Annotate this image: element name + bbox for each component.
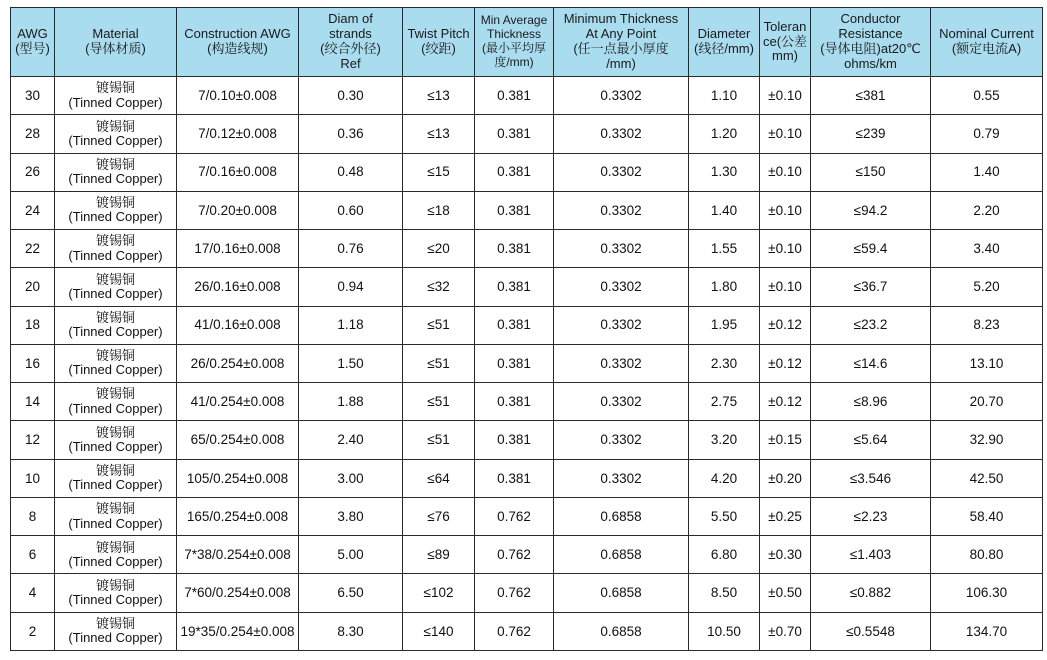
cell-twist-pitch: ≤140: [403, 612, 475, 650]
table-row: [11, 574, 1043, 612]
cell-tolerance: ±0.30: [760, 536, 811, 574]
column-header-twist-pitch: [403, 8, 475, 77]
cell-twist-pitch: ≤64: [403, 459, 475, 497]
cell-diam-strands: 5.00: [299, 536, 403, 574]
material-chinese: 镀锡铜: [95, 309, 135, 325]
cell-min-thickness: 0.3302: [554, 191, 689, 229]
column-header-resistance: [811, 8, 931, 77]
column-header-line: strands: [329, 26, 372, 42]
cell-min-thickness: 0.3302: [554, 459, 689, 497]
column-header-line: ce(公差: [762, 33, 808, 49]
column-header-material: [55, 8, 177, 77]
column-header-line: Construction AWG: [184, 26, 291, 42]
cell-min-avg-thickness: 0.381: [475, 77, 554, 115]
cell-resistance: ≤59.4: [811, 230, 931, 268]
cell-tolerance: ±0.20: [760, 459, 811, 497]
cell-construction: 41/0.16±0.008: [177, 306, 299, 344]
cell-diameter: 5.50: [689, 497, 760, 535]
material-english: (Tinned Copper): [68, 592, 163, 608]
cell-construction: 19*35/0.254±0.008: [177, 612, 299, 650]
cell-awg: 4: [11, 574, 55, 612]
cell-diameter: 1.30: [689, 153, 760, 191]
cell-awg: 20: [11, 268, 55, 306]
cell-material: [55, 230, 177, 268]
cell-material: [55, 497, 177, 535]
table-row: [11, 191, 1043, 229]
cell-twist-pitch: ≤18: [403, 191, 475, 229]
cell-tolerance: ±0.10: [760, 230, 811, 268]
column-header-line: (最小平均厚: [482, 41, 546, 55]
cell-diameter: 1.10: [689, 77, 760, 115]
column-header-line: At Any Point: [585, 26, 657, 42]
cell-current: 0.55: [931, 77, 1043, 115]
cell-resistance: ≤239: [811, 115, 931, 153]
column-header-line: (额定电流A): [951, 41, 1022, 56]
material-english: (Tinned Copper): [68, 553, 163, 569]
cell-min-avg-thickness: 0.381: [475, 115, 554, 153]
cell-min-thickness: 0.3302: [554, 115, 689, 153]
column-header-line: (构造线规): [207, 41, 268, 56]
cell-min-thickness: 0.3302: [554, 344, 689, 382]
cell-awg: 28: [11, 115, 55, 153]
cell-resistance: ≤23.2: [811, 306, 931, 344]
cell-diameter: 4.20: [689, 459, 760, 497]
cell-resistance: ≤36.7: [811, 268, 931, 306]
column-header-line: Twist Pitch: [407, 26, 470, 42]
cell-twist-pitch: ≤102: [403, 574, 475, 612]
cell-min-avg-thickness: 0.762: [475, 536, 554, 574]
cell-awg: 30: [11, 77, 55, 115]
material-chinese: 镀锡铜: [95, 386, 135, 402]
table-row: [11, 268, 1043, 306]
cell-material: [55, 383, 177, 421]
column-header-awg: [11, 8, 55, 77]
column-header-line: (线径/mm): [694, 41, 754, 56]
cell-min-thickness: 0.6858: [554, 497, 689, 535]
cell-diameter: 10.50: [689, 612, 760, 650]
cell-construction: 165/0.254±0.008: [177, 497, 299, 535]
material-english: (Tinned Copper): [68, 209, 163, 225]
cell-diameter: 1.40: [689, 191, 760, 229]
cell-current: 2.20: [931, 191, 1043, 229]
column-header-line: (任一点最小厚度: [573, 41, 669, 56]
cell-current: 42.50: [931, 459, 1043, 497]
material-english: (Tinned Copper): [68, 247, 163, 263]
cell-min-avg-thickness: 0.381: [475, 344, 554, 382]
table-row: [11, 497, 1043, 535]
table-row: [11, 344, 1043, 382]
cell-current: 5.20: [931, 268, 1043, 306]
cell-tolerance: ±0.12: [760, 344, 811, 382]
cell-construction: 7/0.10±0.008: [177, 77, 299, 115]
cell-min-avg-thickness: 0.762: [475, 574, 554, 612]
cell-construction: 17/0.16±0.008: [177, 230, 299, 268]
cell-resistance: ≤381: [811, 77, 931, 115]
material-chinese: 镀锡铜: [95, 233, 135, 249]
cell-diam-strands: 0.48: [299, 153, 403, 191]
cell-awg: 10: [11, 459, 55, 497]
wire-spec-table: [10, 7, 1043, 651]
cell-min-avg-thickness: 0.762: [475, 497, 554, 535]
column-header-construction: [177, 8, 299, 77]
cell-twist-pitch: ≤76: [403, 497, 475, 535]
cell-diam-strands: 3.80: [299, 497, 403, 535]
cell-awg: 12: [11, 421, 55, 459]
cell-min-thickness: 0.3302: [554, 153, 689, 191]
cell-diameter: 1.20: [689, 115, 760, 153]
cell-min-avg-thickness: 0.381: [475, 421, 554, 459]
material-chinese: 镀锡铜: [95, 616, 135, 632]
cell-construction: 41/0.254±0.008: [177, 383, 299, 421]
cell-twist-pitch: ≤32: [403, 268, 475, 306]
cell-twist-pitch: ≤13: [403, 77, 475, 115]
header-row: [11, 8, 1043, 77]
material-english: (Tinned Copper): [68, 132, 163, 148]
material-english: (Tinned Copper): [68, 94, 163, 110]
cell-tolerance: ±0.12: [760, 383, 811, 421]
cell-diam-strands: 3.00: [299, 459, 403, 497]
cell-material: [55, 191, 177, 229]
cell-tolerance: ±0.10: [760, 153, 811, 191]
column-header-line: Nominal Current: [939, 26, 1034, 42]
cell-diam-strands: 0.76: [299, 230, 403, 268]
cell-awg: 6: [11, 536, 55, 574]
cell-construction: 26/0.254±0.008: [177, 344, 299, 382]
cell-diam-strands: 1.50: [299, 344, 403, 382]
cell-current: 58.40: [931, 497, 1043, 535]
cell-min-avg-thickness: 0.381: [475, 230, 554, 268]
cell-min-avg-thickness: 0.381: [475, 306, 554, 344]
column-header-min-avg-thickness: [475, 8, 554, 77]
cell-diameter: 1.80: [689, 268, 760, 306]
cell-awg: 24: [11, 191, 55, 229]
cell-awg: 26: [11, 153, 55, 191]
table-row: [11, 421, 1043, 459]
cell-material: [55, 268, 177, 306]
cell-twist-pitch: ≤51: [403, 306, 475, 344]
column-header-line: Conductor: [840, 11, 901, 27]
cell-twist-pitch: ≤20: [403, 230, 475, 268]
column-header-current: [931, 8, 1043, 77]
column-header-line: (绞合外径): [320, 41, 381, 56]
cell-min-thickness: 0.6858: [554, 536, 689, 574]
cell-construction: 7/0.16±0.008: [177, 153, 299, 191]
cell-twist-pitch: ≤15: [403, 153, 475, 191]
column-header-line: Ref: [340, 55, 361, 71]
cell-material: [55, 536, 177, 574]
column-header-diameter: [689, 8, 760, 77]
cell-diameter: 8.50: [689, 574, 760, 612]
cell-resistance: ≤3.546: [811, 459, 931, 497]
cell-diam-strands: 6.50: [299, 574, 403, 612]
column-header-line: Minimum Thickness: [563, 11, 679, 27]
cell-min-avg-thickness: 0.762: [475, 612, 554, 650]
column-header-line: Toleran: [763, 18, 807, 34]
cell-diam-strands: 0.36: [299, 115, 403, 153]
cell-tolerance: ±0.10: [760, 77, 811, 115]
cell-current: 1.40: [931, 153, 1043, 191]
cell-diam-strands: 0.94: [299, 268, 403, 306]
cell-tolerance: ±0.70: [760, 612, 811, 650]
cell-material: [55, 344, 177, 382]
cell-material: [55, 153, 177, 191]
cell-resistance: ≤0.882: [811, 574, 931, 612]
column-header-line: AWG: [17, 26, 48, 42]
cell-material: [55, 612, 177, 650]
cell-tolerance: ±0.50: [760, 574, 811, 612]
cell-min-avg-thickness: 0.381: [475, 191, 554, 229]
cell-current: 13.10: [931, 344, 1043, 382]
cell-awg: 8: [11, 497, 55, 535]
cell-twist-pitch: ≤13: [403, 115, 475, 153]
cell-material: [55, 77, 177, 115]
material-english: (Tinned Copper): [68, 630, 163, 646]
cell-twist-pitch: ≤89: [403, 536, 475, 574]
cell-resistance: ≤1.403: [811, 536, 931, 574]
cell-diam-strands: 8.30: [299, 612, 403, 650]
cell-twist-pitch: ≤51: [403, 344, 475, 382]
material-chinese: 镀锡铜: [95, 271, 135, 287]
cell-construction: 65/0.254±0.008: [177, 421, 299, 459]
cell-current: 20.70: [931, 383, 1043, 421]
table-row: [11, 383, 1043, 421]
cell-diameter: 3.20: [689, 421, 760, 459]
cell-resistance: ≤0.5548: [811, 612, 931, 650]
cell-material: [55, 306, 177, 344]
material-chinese: 镀锡铜: [95, 577, 135, 593]
cell-material: [55, 574, 177, 612]
column-header-line: Diam of: [328, 11, 373, 27]
table-row: [11, 459, 1043, 497]
cell-diameter: 1.55: [689, 230, 760, 268]
cell-construction: 26/0.16±0.008: [177, 268, 299, 306]
table-row: [11, 536, 1043, 574]
cell-resistance: ≤14.6: [811, 344, 931, 382]
cell-resistance: ≤5.64: [811, 421, 931, 459]
column-header-line: Diameter: [697, 26, 751, 42]
material-chinese: 镀锡铜: [95, 348, 135, 364]
cell-current: 3.40: [931, 230, 1043, 268]
column-header-line: (绞距): [421, 41, 456, 56]
cell-construction: 7/0.20±0.008: [177, 191, 299, 229]
table-row: [11, 115, 1043, 153]
cell-min-avg-thickness: 0.381: [475, 268, 554, 306]
cell-material: [55, 421, 177, 459]
column-header-line: mm): [772, 48, 798, 64]
cell-tolerance: ±0.10: [760, 115, 811, 153]
column-header-line: (型号): [15, 41, 50, 56]
table-row: [11, 230, 1043, 268]
cell-min-thickness: 0.3302: [554, 268, 689, 306]
cell-diam-strands: 0.60: [299, 191, 403, 229]
material-chinese: 镀锡铜: [95, 501, 135, 517]
cell-tolerance: ±0.10: [760, 191, 811, 229]
material-chinese: 镀锡铜: [95, 156, 135, 172]
material-english: (Tinned Copper): [68, 477, 163, 493]
cell-tolerance: ±0.15: [760, 421, 811, 459]
column-header-line: (导体材质): [85, 41, 146, 56]
cell-construction: 7*60/0.254±0.008: [177, 574, 299, 612]
cell-current: 8.23: [931, 306, 1043, 344]
cell-material: [55, 115, 177, 153]
material-chinese: 镀锡铜: [95, 80, 135, 96]
cell-min-avg-thickness: 0.381: [475, 153, 554, 191]
cell-diameter: 2.30: [689, 344, 760, 382]
column-header-line: (导体电阻)at20℃: [820, 41, 921, 56]
cell-diam-strands: 2.40: [299, 421, 403, 459]
cell-resistance: ≤2.23: [811, 497, 931, 535]
cell-diameter: 6.80: [689, 536, 760, 574]
material-english: (Tinned Copper): [68, 439, 163, 455]
cell-diam-strands: 0.30: [299, 77, 403, 115]
material-chinese: 镀锡铜: [95, 539, 135, 555]
table-row: [11, 153, 1043, 191]
cell-min-thickness: 0.6858: [554, 574, 689, 612]
cell-resistance: ≤150: [811, 153, 931, 191]
table-row: [11, 306, 1043, 344]
cell-awg: 22: [11, 230, 55, 268]
cell-min-thickness: 0.3302: [554, 77, 689, 115]
cell-construction: 105/0.254±0.008: [177, 459, 299, 497]
table-row: [11, 77, 1043, 115]
column-header-line: /mm): [606, 55, 636, 71]
cell-tolerance: ±0.12: [760, 306, 811, 344]
cell-min-avg-thickness: 0.381: [475, 383, 554, 421]
cell-current: 32.90: [931, 421, 1043, 459]
column-header-line: Resistance: [838, 26, 903, 42]
column-header-line: Material: [92, 26, 139, 42]
material-chinese: 镀锡铜: [95, 195, 135, 211]
cell-diam-strands: 1.88: [299, 383, 403, 421]
cell-diameter: 1.95: [689, 306, 760, 344]
cell-awg: 14: [11, 383, 55, 421]
cell-min-thickness: 0.3302: [554, 421, 689, 459]
cell-tolerance: ±0.10: [760, 268, 811, 306]
column-header-tolerance: [760, 8, 811, 77]
table-body: [11, 77, 1043, 651]
column-header-line: 度/mm): [494, 54, 534, 69]
cell-tolerance: ±0.25: [760, 497, 811, 535]
cell-min-thickness: 0.6858: [554, 612, 689, 650]
cell-resistance: ≤8.96: [811, 383, 931, 421]
cell-current: 106.30: [931, 574, 1043, 612]
material-english: (Tinned Copper): [68, 362, 163, 378]
cell-min-avg-thickness: 0.381: [475, 459, 554, 497]
cell-resistance: ≤94.2: [811, 191, 931, 229]
cell-construction: 7*38/0.254±0.008: [177, 536, 299, 574]
cell-min-thickness: 0.3302: [554, 230, 689, 268]
column-header-line: Thickness: [486, 27, 542, 42]
cell-twist-pitch: ≤51: [403, 421, 475, 459]
cell-min-thickness: 0.3302: [554, 383, 689, 421]
cell-current: 0.79: [931, 115, 1043, 153]
cell-awg: 2: [11, 612, 55, 650]
column-header-diam-strands: [299, 8, 403, 77]
table-row: [11, 612, 1043, 650]
table-header: [11, 8, 1043, 77]
material-english: (Tinned Copper): [68, 400, 163, 416]
cell-current: 80.80: [931, 536, 1043, 574]
column-header-line: ohms/km: [844, 55, 897, 71]
column-header-min-thickness: [554, 8, 689, 77]
cell-awg: 18: [11, 306, 55, 344]
material-english: (Tinned Copper): [68, 285, 163, 301]
cell-current: 134.70: [931, 612, 1043, 650]
cell-awg: 16: [11, 344, 55, 382]
material-english: (Tinned Copper): [68, 324, 163, 340]
material-chinese: 镀锡铜: [95, 462, 135, 478]
cell-diam-strands: 1.18: [299, 306, 403, 344]
cell-construction: 7/0.12±0.008: [177, 115, 299, 153]
cell-diameter: 2.75: [689, 383, 760, 421]
material-english: (Tinned Copper): [68, 171, 163, 187]
spec-sheet: [10, 7, 1042, 651]
cell-material: [55, 459, 177, 497]
column-header-line: Min Average: [480, 13, 548, 28]
material-chinese: 镀锡铜: [95, 424, 135, 440]
material-chinese: 镀锡铜: [95, 118, 135, 134]
cell-twist-pitch: ≤51: [403, 383, 475, 421]
material-english: (Tinned Copper): [68, 515, 163, 531]
cell-min-thickness: 0.3302: [554, 306, 689, 344]
